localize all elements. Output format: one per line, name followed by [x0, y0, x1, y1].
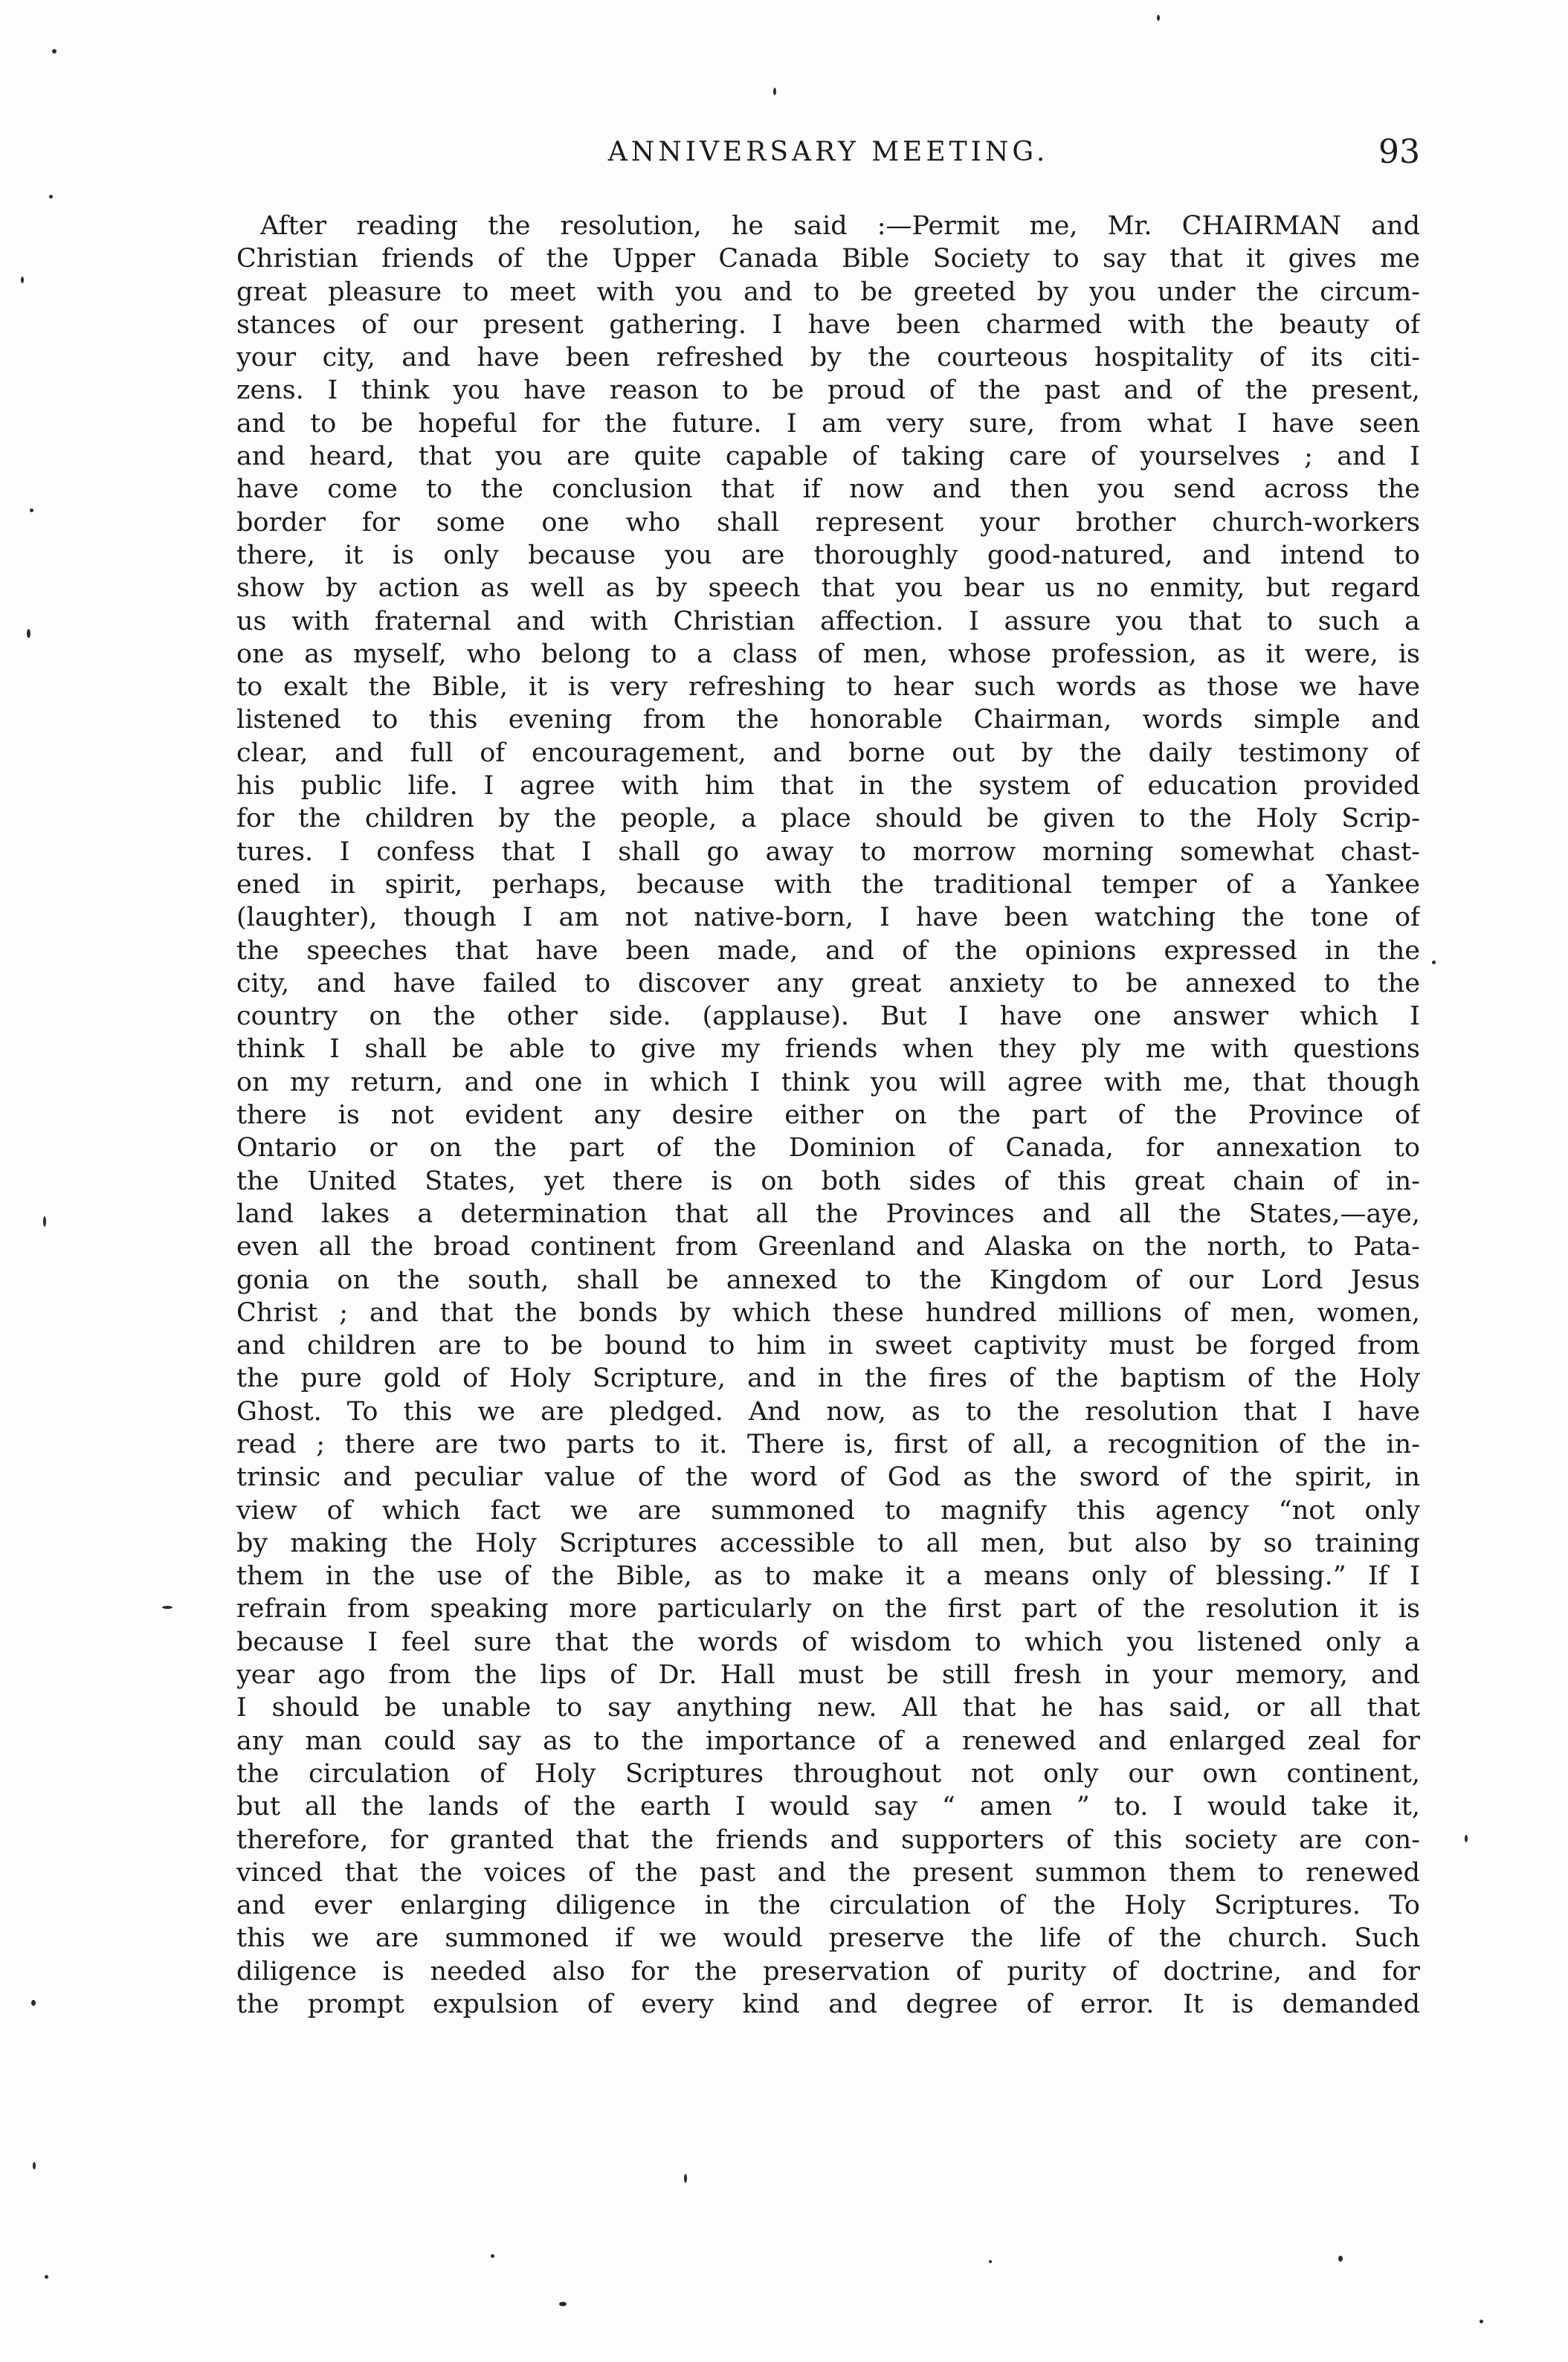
text-line: zens. I think you have reason to be proud of the past and of the present,: [236, 375, 1420, 406]
text-line: border for some one who shall represent your brother church-workers: [236, 507, 1420, 538]
text-line: Christian friends of the Upper Canada Bible Society to say that it gives me: [236, 244, 1420, 274]
scan-speck: [31, 2000, 36, 2006]
page-number: 93: [1378, 133, 1420, 171]
text-line: I should be unable to say anything new. All that he has said, or all that: [236, 1693, 1420, 1723]
scan-speck: [49, 195, 53, 199]
text-line: stances of our present gathering. I have been charmed with the beauty of: [236, 309, 1420, 340]
text-line: there is not evident any desire either on the part of the Province of: [236, 1100, 1420, 1131]
text-line: to exalt the Bible, it is very refreshing to hear such words as those we have: [236, 672, 1420, 703]
text-line: tures. I confess that I shall go away to morrow morning somewhat chast-: [236, 836, 1420, 867]
text-line: listened to this evening from the honorable Chairman, words simple and: [236, 705, 1420, 735]
text-line: this we are summoned if we would preserve the life of the church. Such: [236, 1923, 1420, 1954]
text-line: the United States, yet there is on both sides of this great chain of in-: [236, 1166, 1420, 1196]
scan-speck: [559, 2302, 567, 2306]
text-line: clear, and full of encouragement, and borne out by the daily testimony of: [236, 738, 1420, 768]
text-line: trinsic and peculiar value of the word of God as the sword of the spirit, in: [236, 1462, 1420, 1493]
text-line: ened in spirit, perhaps, because with the traditional temper of a Yankee: [236, 869, 1420, 900]
text-line: view of which fact we are summoned to magnify this agency “not only: [236, 1495, 1420, 1526]
scan-speck: [33, 2162, 36, 2169]
text-line: and heard, that you are quite capable of taking care of yourselves ; and I: [236, 442, 1420, 472]
scan-speck: [1465, 1835, 1468, 1842]
text-line: by making the Holy Scriptures accessible to all men, but also by so training: [236, 1528, 1420, 1558]
body-paragraph: [236, 210, 1420, 2021]
text-line: therefore, for granted that the friends and supporters of this society are con-: [236, 1824, 1420, 1855]
text-line: Ontario or on the part of the Dominion of Canada, for annexation to: [236, 1133, 1420, 1164]
text-line: there, it is only because you are thoroughly good-natured, and intend to: [236, 540, 1420, 570]
scan-speck: [773, 88, 776, 95]
text-line: gonia on the south, shall be annexed to the Kingdom of our Lord Jesus: [236, 1265, 1420, 1295]
scan-speck: [1480, 2320, 1483, 2323]
text-line: the circulation of Holy Scriptures throughout not only our own continent,: [236, 1758, 1420, 1789]
text-line: us with fraternal and with Christian affection. I assure you that to such a: [236, 606, 1420, 636]
scan-speck: [30, 509, 33, 512]
text-line: Christ ; and that the bonds by which these hundred millions of men, women,: [236, 1297, 1420, 1328]
text-line: any man could say as to the importance of a renewed and enlarged zeal for: [236, 1726, 1420, 1756]
text-line: the prompt expulsion of every kind and degree of error. It is demanded: [236, 1990, 1420, 2020]
text-line: and ever enlarging diligence in the circulation of the Holy Scriptures. To: [236, 1891, 1420, 1921]
text-line: Ghost. To this we are pledged. And now, as to the resolution that I have: [236, 1396, 1420, 1427]
text-line: After reading the resolution, he said :—Permit me, Mr. CHAIRMAN and: [260, 211, 1420, 241]
text-line: but all the lands of the earth I would say “ amen ” to. I would take it,: [236, 1792, 1420, 1822]
text-line: great pleasure to meet with you and to be greeted by you under the circum-: [236, 277, 1420, 307]
scan-speck: [684, 2174, 687, 2183]
text-line: think I shall be able to give my friends when they ply me with questions: [236, 1034, 1420, 1065]
text-line: them in the use of the Bible, as to make it a means only of blessing.” If I: [236, 1561, 1420, 1592]
scan-speck: [989, 2260, 992, 2263]
scan-speck: [1157, 15, 1160, 21]
text-line: your city, and have been refreshed by the courteous hospitality of its citi-: [236, 343, 1420, 373]
running-head: [236, 126, 1420, 178]
text-line: and children are to be bound to him in sweet captivity must be forged from: [236, 1331, 1420, 1361]
text-line: refrain from speaking more particularly on the first part of the resolution it is: [236, 1594, 1420, 1624]
text-line: (laughter), though I am not native-born, I have been watching the tone of: [236, 903, 1420, 933]
text-line: even all the broad continent from Greenland and Alaska on the north, to Pata-: [236, 1232, 1420, 1262]
text-line: because I feel sure that the words of wisdom to which you listened only a: [236, 1627, 1420, 1657]
text-line: on my return, and one in which I think you will agree with me, that though: [236, 1067, 1420, 1097]
text-line: the speeches that have been made, and of the opinions expressed in the: [236, 935, 1420, 966]
text-line: year ago from the lips of Dr. Hall must be still fresh in your memory, and: [236, 1660, 1420, 1691]
text-line: vinced that the voices of the past and the present summon them to renewed: [236, 1857, 1420, 1888]
text-line: have come to the conclusion that if now and then you send across the: [236, 474, 1420, 505]
scan-speck: [45, 2275, 48, 2279]
scan-speck: [162, 1606, 172, 1609]
scan-speck: [27, 629, 30, 638]
scan-speck: [491, 2254, 494, 2258]
text-line: show by action as well as by speech that you bear us no enmity, but regard: [236, 573, 1420, 604]
scan-speck: [21, 277, 24, 283]
text-line: diligence is needed also for the preservation of purity of doctrine, and for: [236, 1956, 1420, 1987]
scan-speck: [1338, 2256, 1343, 2262]
scan-speck: [1432, 961, 1436, 964]
text-line: one as myself, who belong to a class of men, whose profession, as it were, is: [236, 639, 1420, 669]
running-title: ANNIVERSARY MEETING.: [607, 137, 1049, 167]
scan-speck: [43, 1216, 46, 1227]
text-line: and to be hopeful for the future. I am very sure, from what I have seen: [236, 408, 1420, 439]
text-line: the pure gold of Holy Scripture, and in the fires of the baptism of the Holy: [236, 1364, 1420, 1394]
text-line: for the children by the people, a place should be given to the Holy Scrip-: [236, 804, 1420, 834]
text-line: city, and have failed to discover any great anxiety to be annexed to the: [236, 968, 1420, 998]
text-line: country on the other side. (applause). But I have one answer which I: [236, 1001, 1420, 1032]
text-line: read ; there are two parts to it. There is, first of all, a recognition of the in-: [236, 1429, 1420, 1459]
scan-speck: [52, 49, 57, 54]
text-line: land lakes a determination that all the Provinces and all the States,—aye,: [236, 1198, 1420, 1229]
text-line: his public life. I agree with him that in the system of education provided: [236, 771, 1420, 801]
